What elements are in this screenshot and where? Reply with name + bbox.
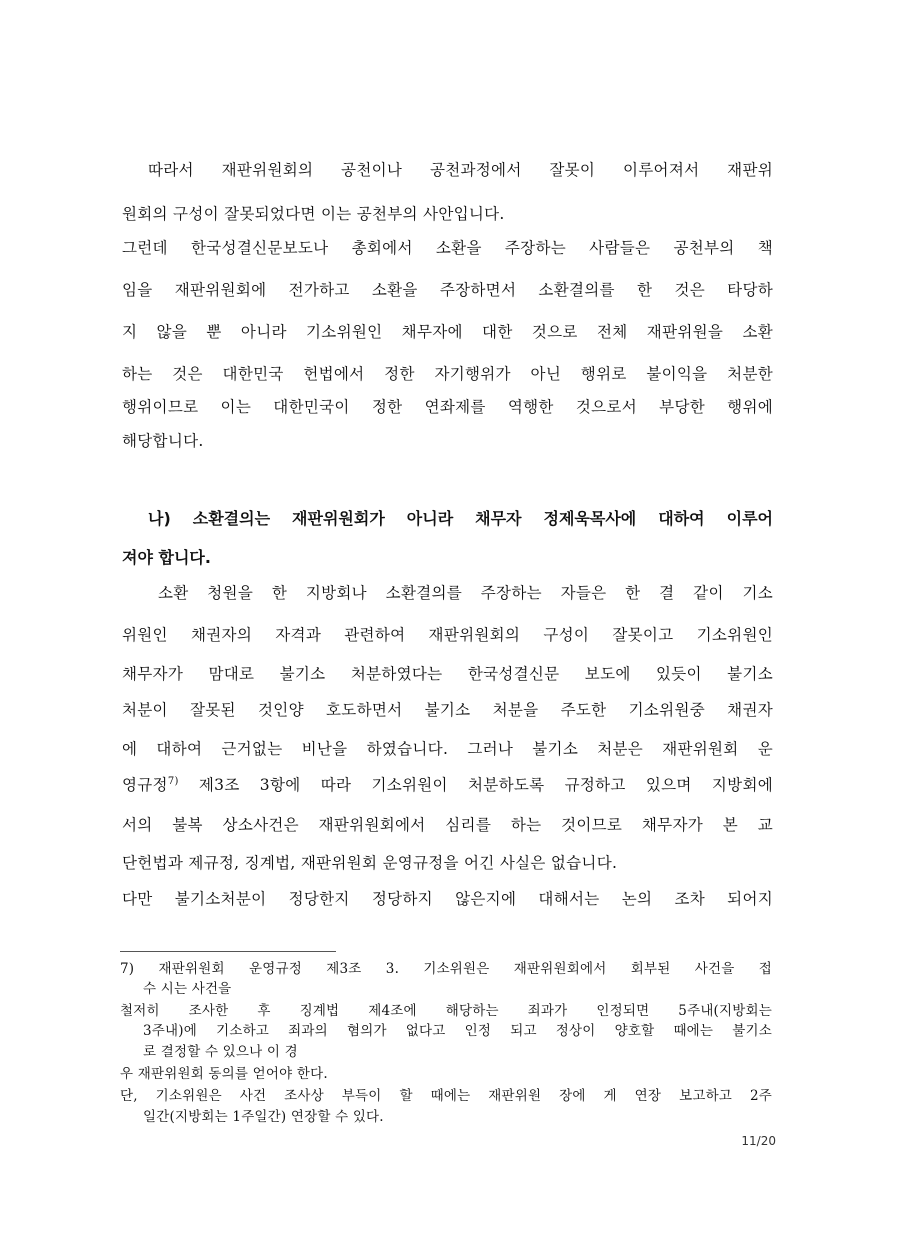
ref-line-start: 영규정 [122,776,168,794]
paragraph-1-line-1: 따라서 재판위원회의 공천이나 공천과정에서 잘못이 이루어져서 재판위 [148,161,773,179]
page-number: 11/20 [741,1134,776,1148]
section-heading-line-2: 져야 합니다. [122,548,211,567]
footnote-line-4: 3주내)에 기소하고 죄과의 혐의가 없다고 인정 되고 정상이 양호할 때에는 불기소 [143,1023,772,1039]
footnote-line-5: 로 결정할 수 있으나 이 경 [143,1044,298,1060]
paragraph-3-line-8: 단헌법과 제규정, 징계법, 재판위원회 운영규정을 어긴 사실은 없습니다. [122,854,618,872]
paragraph-3-line-7: 서의 불복 상소사건은 재판위원회에서 심리를 하는 것이므로 채무자가 본 교 [122,816,773,834]
paragraph-3-line-2: 위원인 채권자의 자격과 관련하여 재판위원회의 구성이 잘못이고 기소위원인 [122,626,773,644]
paragraph-3-line-3: 채무자가 맘대로 불기소 처분하였다는 한국성결신문 보도에 있듯이 불기소 [122,665,773,683]
footnote-line-7: 단, 기소위원은 사건 조사상 부득이 할 때에는 재판위원 장에 게 연장 보고하고 2주 [120,1088,772,1104]
paragraph-2-line-6: 해당합니다. [122,432,204,450]
paragraph-3-line-6 [122,775,773,795]
paragraph-2-line-3: 지 않을 뿐 아니라 기소위원인 채무자에 대한 것으로 전체 재판위원을 소환 [122,323,773,341]
footnote-separator [120,951,336,952]
paragraph-2-line-4: 하는 것은 대한민국 헌법에서 정한 자기행위가 아닌 행위로 불이익을 처분한 [122,365,773,383]
footnote-line-3: 철저히 조사한 후 징계법 제4조에 해당하는 죄과가 인정되면 5주내(지방회는 [120,1003,772,1019]
ref-line-end: 제3조 3항에 따라 기소위원이 처분하도록 규정하고 있으며 지방회에 [178,776,773,794]
footnote-line-6: 우 재판위원회 동의를 얻어야 한다. [120,1066,328,1082]
footnote-line-2: 수 시는 사건을 [143,981,232,997]
footnote-line-8: 일간(지방회는 1주일간) 연장할 수 있다. [143,1109,384,1125]
footnote-ref-marker[interactable]: 7) [167,775,179,787]
paragraph-3-line-4: 처분이 잘못된 것인양 호도하면서 불기소 처분을 주도한 기소위원중 채권자 [122,701,773,719]
paragraph-3-line-5: 에 대하여 근거없는 비난을 하였습니다. 그러나 불기소 처분은 재판위원회 운 [122,740,773,758]
section-heading-line-1: 나) 소환결의는 재판위원회가 아니라 채무자 정제욱목사에 대하여 이루어 [148,509,773,528]
paragraph-2-line-5: 행위이므로 이는 대한민국이 정한 연좌제를 역행한 것으로서 부당한 행위에 [122,398,773,416]
footnote-line-1: 7) 재판위원회 운영규정 제3조 3. 기소위원은 재판위원회에서 회부된 사건을 접 [120,961,772,977]
paragraph-3-line-1: 소환 청원을 한 지방회나 소환결의를 주장하는 자들은 한 결 같이 기소 [158,584,773,602]
paragraph-2-line-2: 임을 재판위원회에 전가하고 소환을 주장하면서 소환결의를 한 것은 타당하 [122,281,773,299]
paragraph-2-line-1: 그런데 한국성결신문보도나 총회에서 소환을 주장하는 사람들은 공천부의 책 [122,239,773,257]
paragraph-4-line-1: 다만 불기소처분이 정당한지 정당하지 않은지에 대해서는 논의 조차 되어지 [122,890,773,908]
paragraph-1-line-2: 원회의 구성이 잘못되었다면 이는 공천부의 사안입니다. [122,205,505,223]
